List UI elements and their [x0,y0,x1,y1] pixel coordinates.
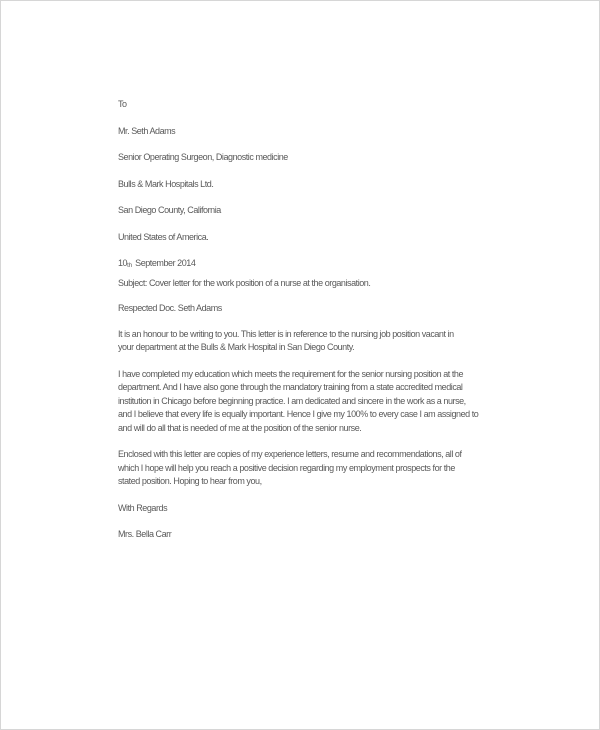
body-paragraph-3 [118,448,539,489]
paragraph-line: and I believe that every life is equally important. Hence I give my 100% to every case I am assigned to [118,409,479,419]
date-ordinal: th [127,263,133,269]
paragraph-line: Enclosed with this letter are copies of my experience letters, resume and recommendations, all of [118,449,462,459]
recipient-name: Mr. Seth Adams [118,125,176,136]
letter-content [1,1,599,542]
salutation: Respected Doc. Seth Adams [118,303,222,313]
paragraph-line: stated position. Hoping to hear from you, [118,476,262,486]
paragraph-line: institution in Chicago before beginning practice. I am dedicated and sincere in the work as a nurse, [118,395,466,406]
date-day: 10 [118,258,128,268]
recipient-country: United States of America. [118,231,209,242]
signature: Mrs. Bella Carr [118,529,172,539]
body-paragraph-2 [118,368,539,436]
recipient-city: San Diego County, California [118,205,221,215]
body-paragraph-1 [118,328,539,355]
paragraph-line: your department at the Bulls & Mark Hospital in San Diego County. [118,342,355,352]
recipient-company: Bulls & Mark Hospitals Ltd. [118,178,214,189]
subject-line: Subject: Cover letter for the work position of a nurse at the organisation. [118,277,371,288]
closing: With Regards [118,502,168,513]
recipient-block [118,98,539,244]
paragraph-line: department. And I have also gone through the mandatory training from a state accredited medical [118,382,463,392]
recipient-title: Senior Operating Surgeon, Diagnostic medicine [118,152,288,162]
paragraph-line: and will do all that is needed of me at the position of the senior nurse. [118,422,362,433]
recipient-to: To [118,99,127,109]
letter-date [118,257,539,274]
date-month-year: September 2014 [135,258,196,268]
paragraph-line: which I hope will help you reach a positive decision regarding my employment prospects for the [118,462,455,473]
paragraph-line: It is an honour to be writing to you. This letter is in reference to the nursing job position vacant in [118,328,454,339]
paragraph-line: I have completed my education which meets the requirement for the senior nursing position at the [118,368,464,379]
